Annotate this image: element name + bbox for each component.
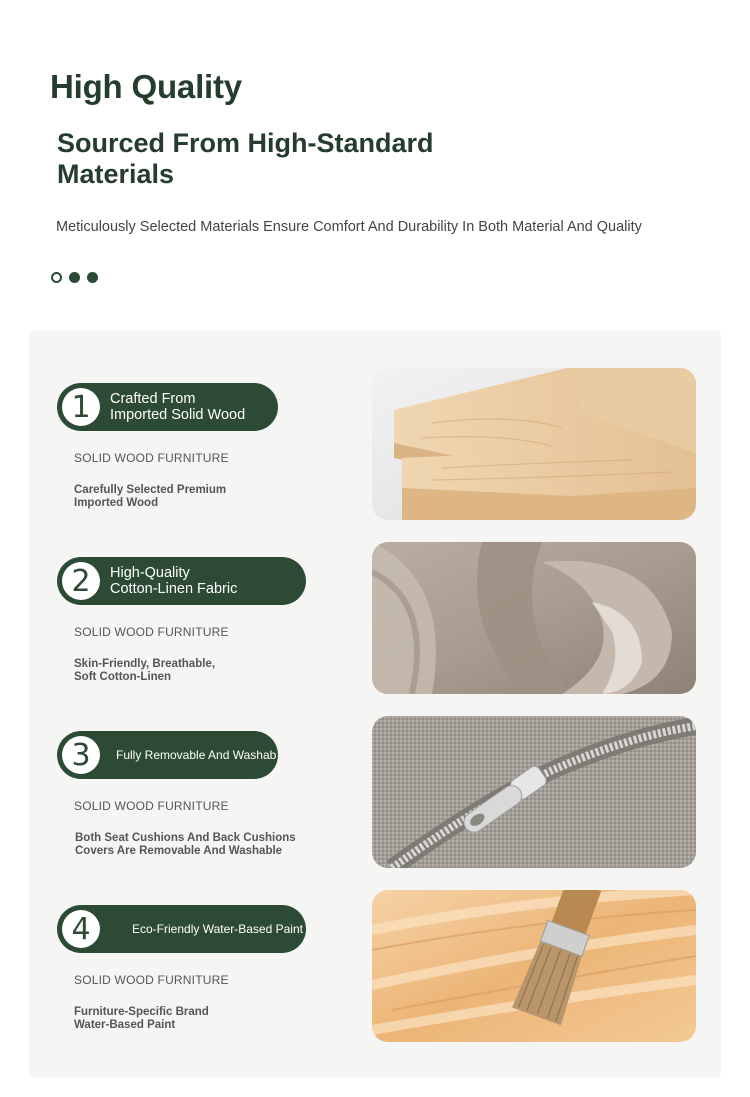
pagination-dot[interactable] <box>69 272 80 283</box>
paint-brush-image <box>372 890 696 1042</box>
feature-title: Crafted From Imported Solid Wood <box>110 391 246 423</box>
feature-tagline: SOLID WOOD FURNITURE <box>74 625 229 639</box>
feature-card <box>29 905 721 1079</box>
pagination-dot-active[interactable] <box>51 272 62 283</box>
feature-title: Eco-Friendly Water-Based Paint <box>132 922 303 936</box>
feature-title: Fully Removable And Washab <box>116 748 277 762</box>
feature-tagline: SOLID WOOD FURNITURE <box>74 973 229 987</box>
linen-fabric-image <box>372 542 696 694</box>
zipper-cover-image <box>372 716 696 868</box>
feature-description: Furniture-Specific Brand Water-Based Paint <box>74 1006 209 1031</box>
feature-description: Skin-Friendly, Breathable, Soft Cotton-Linen <box>74 658 216 683</box>
feature-tagline: SOLID WOOD FURNITURE <box>74 799 229 813</box>
page-description: Meticulously Selected Materials Ensure Comfort And Durability In Both Material And Quality <box>56 219 642 235</box>
carousel-pagination <box>51 272 98 283</box>
wood-planks-image <box>372 368 696 520</box>
feature-number: 4 <box>62 910 100 948</box>
feature-title: High-Quality Cotton-Linen Fabric <box>110 565 238 597</box>
page-title: High Quality <box>50 68 242 105</box>
feature-number: 2 <box>62 562 100 600</box>
features-panel <box>29 331 721 1077</box>
feature-number: 1 <box>62 388 100 426</box>
feature-card <box>29 731 721 905</box>
feature-card <box>29 383 721 557</box>
feature-description: Both Seat Cushions And Back Cushions Covers Are Removable And Washable <box>75 832 296 857</box>
feature-number: 3 <box>62 736 100 774</box>
page-subtitle: Sourced From High-Standard Materials <box>57 128 434 189</box>
feature-badge <box>57 557 306 605</box>
feature-badge <box>57 731 278 779</box>
feature-badge <box>57 383 278 431</box>
feature-description: Carefully Selected Premium Imported Wood <box>74 484 227 509</box>
feature-tagline: SOLID WOOD FURNITURE <box>74 451 229 465</box>
pagination-dot[interactable] <box>87 272 98 283</box>
hero-section <box>0 0 750 320</box>
feature-badge <box>57 905 306 953</box>
feature-card <box>29 557 721 731</box>
